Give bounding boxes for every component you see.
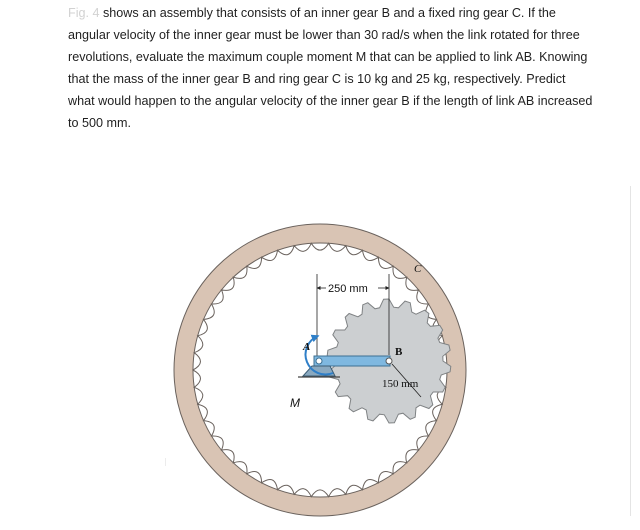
- link-ab: [314, 356, 390, 366]
- problem-line-4: that the mass of the inner gear B and ring gear C is 10 kg and 25 kg, respectively. Predict: [68, 72, 566, 86]
- problem-line-6: to 500 mm.: [68, 116, 131, 130]
- problem-line-3: revolutions, evaluate the maximum couple moment M that can be applied to link AB. Knowing: [68, 50, 588, 64]
- pin-a: [316, 358, 322, 364]
- pin-b: [386, 358, 392, 364]
- label-c: C: [414, 263, 422, 275]
- label-b: B: [395, 346, 403, 358]
- figure-reference: Fig. 4: [68, 6, 100, 20]
- problem-line-2: angular velocity of the inner gear must be lower than 30 rad/s when the link rotated for three: [68, 28, 580, 42]
- label-a: A: [303, 341, 311, 353]
- dim-gear-radius: 150 mm: [382, 378, 419, 390]
- problem-line-1: Fig. 4 shows an assembly that consists of an inner gear B and a fixed ring gear C. If the: [68, 6, 556, 20]
- dim-link-length: 250 mm: [328, 283, 368, 295]
- label-m: M: [290, 396, 300, 410]
- problem-line-5: what would happen to the angular velocity of the inner gear B if the length of link AB increased: [68, 94, 593, 108]
